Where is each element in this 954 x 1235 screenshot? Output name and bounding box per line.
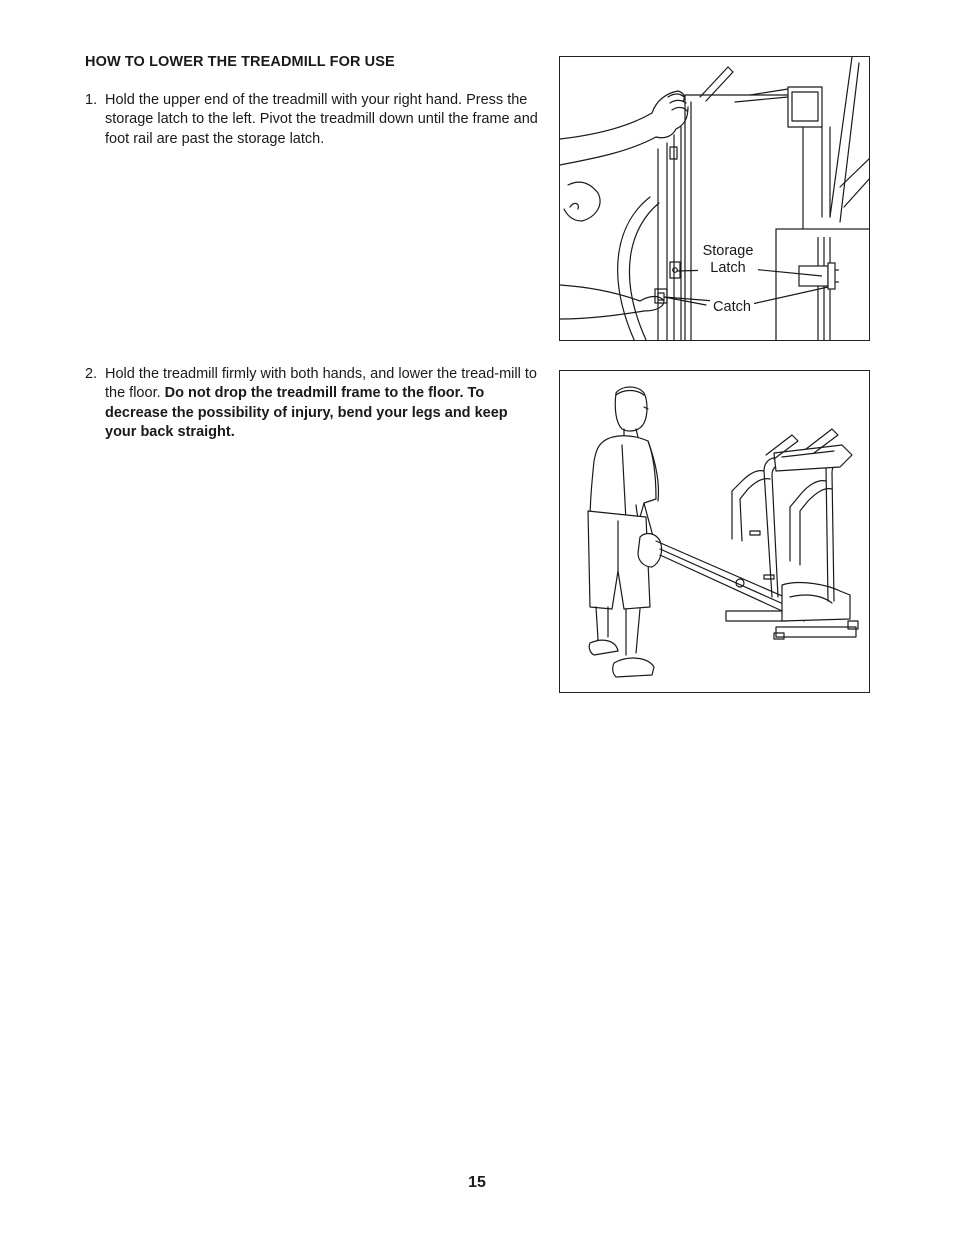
catch-label: Catch <box>710 299 754 316</box>
storage-label-line2: Latch <box>710 260 746 276</box>
step-1 <box>85 91 540 149</box>
figure-storage-latch <box>559 56 870 341</box>
step-text: Hold the treadmill firmly with both hands, and lower the tread-mill to the floor. <box>105 366 537 402</box>
person-lowering-treadmill-illustration <box>560 371 870 693</box>
step-body <box>105 365 540 442</box>
page-number: 15 <box>468 1174 486 1191</box>
storage-label-line1: Storage <box>702 243 754 259</box>
step-text: Hold the upper end of the treadmill with your right hand. Press the storage latch to the left. Pivot the treadmill down until the frame and foot rail are past the storage latch. <box>105 92 538 147</box>
storage-latch-label <box>698 243 758 277</box>
figure-lowering-treadmill <box>559 370 870 693</box>
step-warning: Do not drop the treadmill frame to the floor. To decrease the possibility of injury, bend your legs and keep your back straight. <box>105 385 508 440</box>
section-heading: HOW TO LOWER THE TREADMILL FOR USE <box>85 54 395 70</box>
step-number: 2. <box>85 366 98 382</box>
step-2 <box>85 365 540 442</box>
step-number: 1. <box>85 92 98 108</box>
